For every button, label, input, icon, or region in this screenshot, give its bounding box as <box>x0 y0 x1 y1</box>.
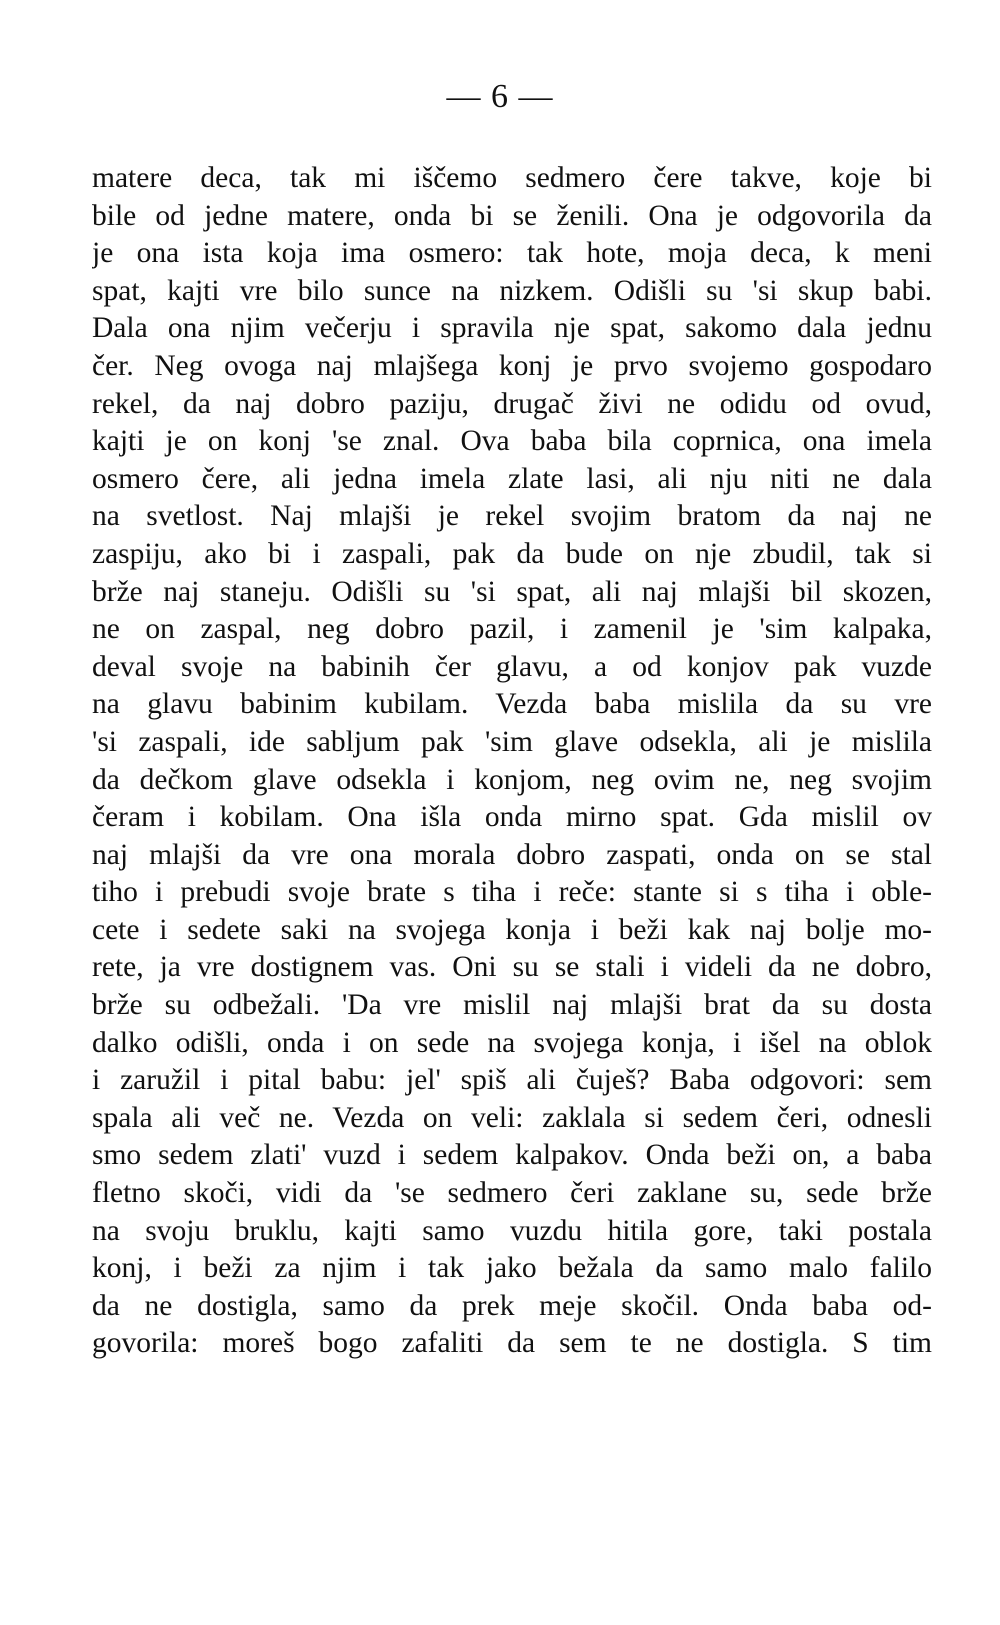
text-line: na svoju bruklu, kajti samo vuzdu hitila gore, taki postala <box>92 1214 932 1247</box>
body-text <box>92 160 932 1363</box>
text-line: rete, ja vre dostignem vas. Oni su se stali i videli da ne dobro, <box>92 951 932 984</box>
text-line: 'si zaspali, ide sabljum pak 'sim glave odsekla, ali je mislila <box>92 725 932 758</box>
text-line: zaspiju, ako bi i zaspali, pak da bude on nje zbudil, tak si <box>92 537 932 570</box>
text-line: Dala ona njim večerju i spravila nje spat, sakomo dala jednu <box>92 312 932 345</box>
text-line: osmero čere, ali jedna imela zlate lasi, ali nju niti ne dala <box>92 462 932 495</box>
text-line: je ona ista koja ima osmero: tak hote, moja deca, k meni <box>92 237 932 270</box>
text-line: ne on zaspal, neg dobro pazil, i zamenil je 'sim kalpaka, <box>92 613 932 646</box>
text-line: kajti je on konj 'se znal. Ova baba bila coprnica, ona imela <box>92 425 932 458</box>
text-line: govorila: moreš bogo zafaliti da sem te ne dostigla. S tim <box>92 1327 932 1360</box>
text-line: bile od jedne matere, onda bi se ženili. Ona je odgovorila da <box>92 199 932 232</box>
text-line: konj, i beži za njim i tak jako bežala da samo malo falilo <box>92 1252 932 1285</box>
text-line: čeram i kobilam. Ona išla onda mirno spat. Gda mislil ov <box>92 801 932 834</box>
text-line: spala ali več ne. Vezda on veli: zaklala si sedem čeri, odnesli <box>92 1101 932 1134</box>
text-line: na svetlost. Naj mlajši je rekel svojim bratom da naj ne <box>92 500 932 533</box>
page-number: — 6 — <box>446 78 554 115</box>
text-line: spat, kajti vre bilo sunce na nizkem. Odišli su 'si skup babi. <box>92 274 932 307</box>
text-line: i zaružil i pital babu: jel' spiš ali čuješ? Baba odgovori: sem <box>92 1064 932 1097</box>
text-line: brže naj staneju. Odišli su 'si spat, ali naj mlajši bil skozen, <box>92 575 932 608</box>
text-line: deval svoje na babinih čer glavu, a od konjov pak vuzde <box>92 650 932 683</box>
text-line: naj mlajši da vre ona morala dobro zaspati, onda on se stal <box>92 838 932 871</box>
text-line: da ne dostigla, samo da prek meje skočil. Onda baba od- <box>92 1289 932 1322</box>
text-line: rekel, da naj dobro paziju, drugač živi ne odidu od ovud, <box>92 387 932 420</box>
text-line: brže su odbežali. 'Da vre mislil naj mlajši brat da su dosta <box>92 989 932 1022</box>
text-line: dalko odišli, onda i on sede na svojega konja, i išel na oblok <box>92 1026 932 1059</box>
text-line: čer. Neg ovoga naj mlajšega konj je prvo svojemo gospodaro <box>92 349 932 382</box>
text-line: da dečkom glave odsekla i konjom, neg ovim ne, neg svojim <box>92 763 932 796</box>
text-line: cete i sedete saki na svojega konja i beži kak naj bolje mo- <box>92 913 932 946</box>
text-line: tiho i prebudi svoje brate s tiha i reče: stante si s tiha i oble- <box>92 876 932 909</box>
text-line: fletno skoči, vidi da 'se sedmero čeri zaklane su, sede brže <box>92 1177 932 1210</box>
text-line: smo sedem zlati' vuzd i sedem kalpakov. Onda beži on, a baba <box>92 1139 932 1172</box>
text-line: na glavu babinim kubilam. Vezda baba mislila da su vre <box>92 688 932 721</box>
text-line: matere deca, tak mi iščemo sedmero čere takve, koje bi <box>92 162 932 194</box>
